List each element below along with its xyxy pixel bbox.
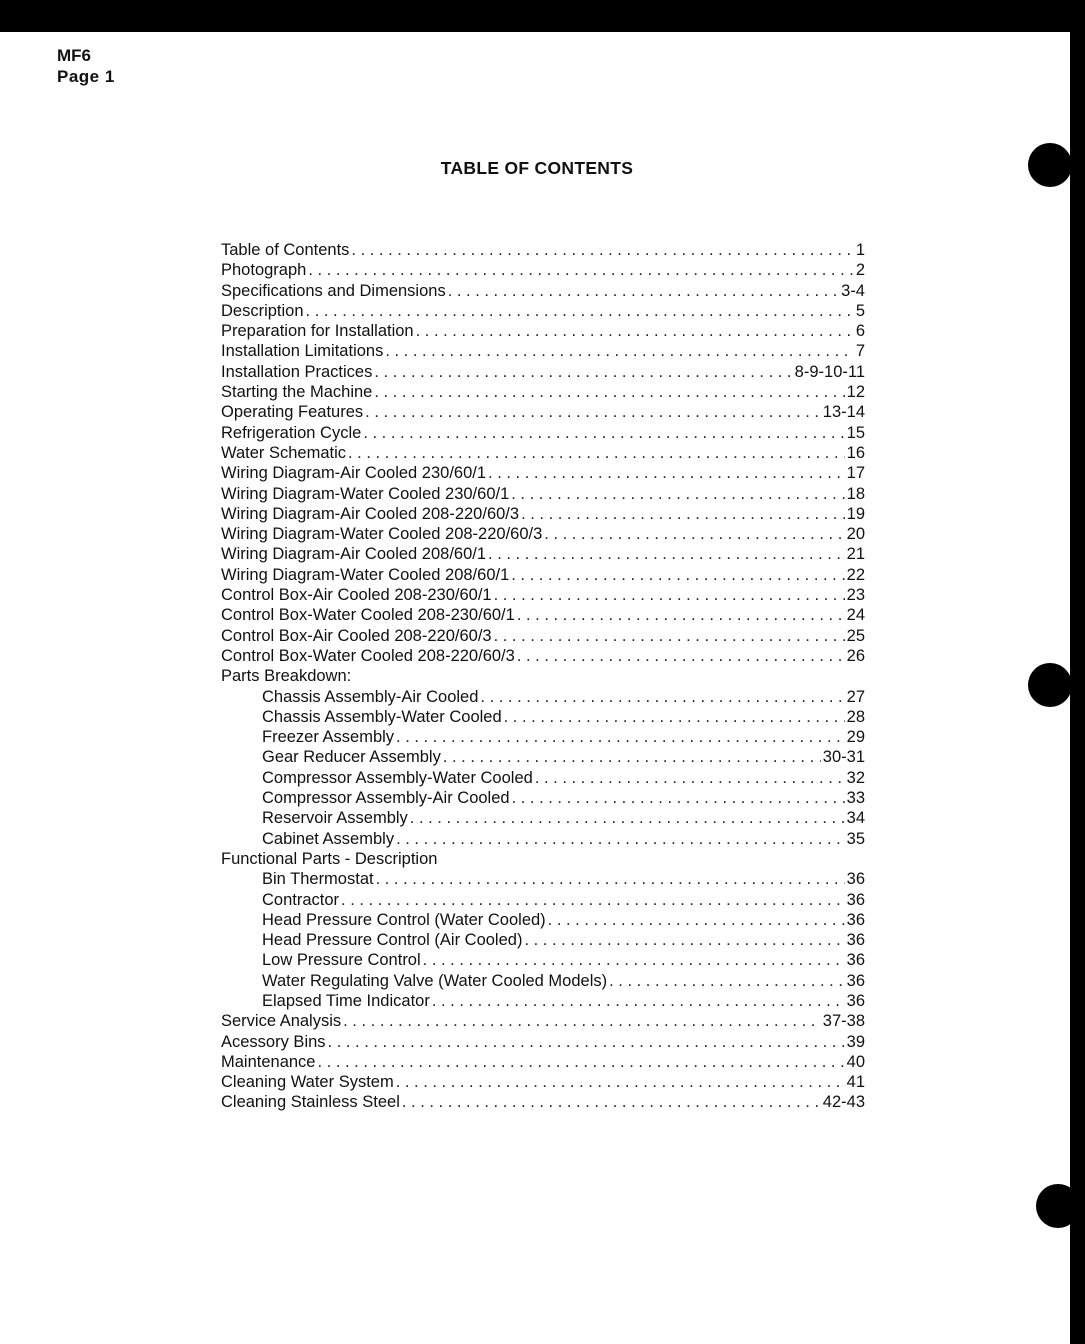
toc-entry-page: 7	[855, 342, 865, 361]
toc-entry-page: 5	[855, 301, 865, 320]
toc-dot-leader	[480, 687, 844, 707]
toc-entry-label: Control Box-Air Cooled 208-220/60/3	[221, 626, 492, 645]
toc-entry-label: Wiring Diagram-Air Cooled 230/60/1	[221, 464, 487, 483]
toc-entry	[221, 626, 865, 646]
toc-entry-page: 30-31	[822, 748, 865, 767]
toc-entry	[221, 281, 865, 301]
toc-entry-page: 36	[846, 870, 865, 889]
toc-entry	[221, 423, 865, 443]
toc-entry-page: 17	[846, 464, 865, 483]
toc-entry-label: Wiring Diagram-Air Cooled 208/60/1	[221, 545, 487, 564]
toc-entry	[221, 463, 865, 483]
toc-entry	[221, 382, 865, 402]
toc-entry-label: Photograph	[221, 261, 307, 280]
toc-entry-page: 16	[846, 443, 865, 462]
toc-entry-page: 22	[846, 565, 865, 584]
toc-entry-label: Description	[221, 301, 304, 320]
toc-dot-leader	[512, 788, 845, 808]
toc-entry-label: Table of Contents	[221, 241, 350, 259]
toc-entry-label: Refrigeration Cycle	[221, 423, 362, 442]
toc-dot-leader	[351, 240, 853, 260]
toc-entry	[221, 1092, 865, 1112]
toc-entry-label: Water Regulating Valve (Water Cooled Models)	[262, 971, 608, 990]
table-of-contents	[221, 240, 865, 1113]
toc-dot-leader	[535, 768, 845, 788]
page-number-label: Page 1	[57, 67, 115, 86]
toc-entry-page: 26	[846, 646, 865, 665]
toc-entry-label: Head Pressure Control (Water Cooled)	[262, 910, 546, 929]
toc-entry	[221, 829, 865, 849]
toc-entry-label: Specifications and Dimensions	[221, 281, 446, 300]
toc-entry	[221, 402, 865, 422]
toc-entry-page: 1	[855, 241, 865, 259]
toc-dot-leader	[443, 747, 821, 767]
toc-entry-page: 13-14	[822, 403, 865, 422]
toc-dot-leader	[548, 910, 845, 930]
toc-entry-page: 33	[846, 789, 865, 808]
toc-dot-leader	[306, 301, 854, 321]
toc-entry	[221, 1032, 865, 1052]
toc-entry-label: Chassis Assembly-Air Cooled	[262, 687, 479, 706]
toc-entry	[221, 341, 865, 361]
toc-entry-label: Wiring Diagram-Water Cooled 230/60/1	[221, 484, 510, 503]
toc-entry	[221, 260, 865, 280]
toc-entry	[221, 1052, 865, 1072]
toc-entry-page: 27	[846, 687, 865, 706]
toc-dot-leader	[308, 260, 853, 280]
toc-entry-label: Preparation for Installation	[221, 322, 414, 341]
toc-dot-leader	[402, 1092, 821, 1112]
toc-dot-leader	[317, 1052, 844, 1072]
toc-entry-label: Contractor	[262, 890, 340, 909]
toc-entry	[221, 910, 865, 930]
toc-entry-label: Functional Parts - Description	[221, 849, 438, 868]
toc-entry-page: 8-9-10-11	[794, 362, 865, 381]
toc-entry	[221, 504, 865, 524]
toc-entry-label: Compressor Assembly-Air Cooled	[262, 789, 510, 808]
toc-entry-label: Operating Features	[221, 403, 364, 422]
toc-dot-leader	[511, 484, 844, 504]
toc-entry	[221, 747, 865, 767]
toc-dot-leader	[363, 423, 844, 443]
toc-entry-label: Wiring Diagram-Air Cooled 208-220/60/3	[221, 504, 520, 523]
toc-dot-leader	[374, 362, 792, 382]
toc-entry	[221, 788, 865, 808]
toc-entry-page: 3-4	[841, 281, 865, 300]
toc-entry	[221, 687, 865, 707]
toc-entry-page: 39	[846, 1032, 865, 1051]
toc-entry-label: Cleaning Stainless Steel	[221, 1093, 400, 1112]
toc-entry	[221, 240, 865, 260]
toc-entry-page: 34	[846, 809, 865, 828]
toc-entry	[221, 585, 865, 605]
toc-entry-page: 2	[855, 261, 865, 280]
toc-dot-leader	[348, 443, 845, 463]
toc-section-heading	[221, 849, 865, 869]
toc-dot-leader	[511, 565, 844, 585]
toc-dot-leader	[521, 504, 845, 524]
toc-entry-page: 40	[846, 1052, 865, 1071]
toc-entry	[221, 890, 865, 910]
toc-entry-page: 42-43	[822, 1093, 865, 1112]
toc-entry	[221, 727, 865, 747]
toc-entry	[221, 484, 865, 504]
toc-entry	[221, 808, 865, 828]
toc-dot-leader	[504, 707, 845, 727]
toc-entry-label: Cabinet Assembly	[262, 829, 395, 848]
toc-entry-label: Starting the Machine	[221, 383, 373, 402]
toc-dot-leader	[385, 341, 853, 361]
toc-dot-leader	[448, 281, 839, 301]
toc-dot-leader	[396, 727, 845, 747]
toc-entry-label: Freezer Assembly	[262, 728, 395, 747]
toc-dot-leader	[494, 626, 845, 646]
toc-entry-label: Compressor Assembly-Water Cooled	[262, 768, 533, 787]
toc-entry-label: Parts Breakdown:	[221, 667, 352, 686]
toc-dot-leader	[343, 1011, 821, 1031]
toc-entry-page: 36	[846, 971, 865, 990]
toc-dot-leader	[544, 524, 844, 544]
toc-entry	[221, 991, 865, 1011]
toc-entry-page: 36	[846, 951, 865, 970]
toc-entry-page: 36	[846, 991, 865, 1010]
toc-entry-page: 20	[846, 525, 865, 544]
toc-entry-label: Low Pressure Control	[262, 951, 421, 970]
toc-entry-page: 12	[846, 383, 865, 402]
toc-entry	[221, 443, 865, 463]
toc-entry-page: 21	[846, 545, 865, 564]
toc-entry-page: 28	[846, 707, 865, 726]
toc-dot-leader	[609, 971, 845, 991]
toc-dot-leader	[374, 382, 844, 402]
toc-entry-page: 41	[846, 1073, 865, 1092]
punch-hole-middle	[1028, 663, 1072, 707]
toc-dot-leader	[423, 950, 845, 970]
toc-entry-page: 23	[846, 586, 865, 605]
toc-entry	[221, 565, 865, 585]
toc-entry	[221, 544, 865, 564]
page-title: TABLE OF CONTENTS	[440, 158, 634, 178]
toc-entry-label: Cleaning Water System	[221, 1073, 394, 1092]
toc-entry-page: 15	[846, 423, 865, 442]
toc-dot-leader	[488, 463, 845, 483]
toc-entry-page: 36	[846, 910, 865, 929]
toc-dot-leader	[410, 808, 845, 828]
toc-entry	[221, 971, 865, 991]
toc-entry	[221, 646, 865, 666]
toc-entry	[221, 605, 865, 625]
toc-entry-page: 24	[846, 606, 865, 625]
toc-entry-label: Elapsed Time Indicator	[262, 991, 430, 1010]
toc-dot-leader	[328, 1032, 845, 1052]
toc-entry	[221, 930, 865, 950]
toc-entry-label: Control Box-Water Cooled 208-230/60/1	[221, 606, 515, 625]
toc-dot-leader	[416, 321, 854, 341]
toc-entry	[221, 869, 865, 889]
toc-entry-label: Installation Practices	[221, 362, 373, 381]
toc-entry	[221, 362, 865, 382]
toc-dot-leader	[376, 869, 845, 889]
toc-entry	[221, 707, 865, 727]
toc-entry-page: 36	[846, 890, 865, 909]
toc-section-heading	[221, 666, 865, 686]
toc-entry-label: Gear Reducer Assembly	[262, 748, 441, 767]
toc-entry-label: Maintenance	[221, 1052, 316, 1071]
toc-entry-label: Chassis Assembly-Water Cooled	[262, 707, 502, 726]
toc-entry	[221, 768, 865, 788]
toc-dot-leader	[517, 605, 845, 625]
toc-dot-leader	[517, 646, 845, 666]
toc-dot-leader	[365, 402, 821, 422]
toc-entry-page: 35	[846, 829, 865, 848]
toc-entry-page: 6	[855, 322, 865, 341]
toc-entry	[221, 1072, 865, 1092]
toc-entry-label: Acessory Bins	[221, 1032, 326, 1051]
toc-entry	[221, 1011, 865, 1031]
document-code: MF6	[57, 46, 91, 65]
toc-entry	[221, 321, 865, 341]
toc-entry-label: Control Box-Air Cooled 208-230/60/1	[221, 586, 492, 605]
toc-entry-label: Service Analysis	[221, 1012, 342, 1031]
toc-entry-page: 19	[846, 504, 865, 523]
toc-entry-page: 36	[846, 931, 865, 950]
toc-entry-label: Control Box-Water Cooled 208-220/60/3	[221, 646, 515, 665]
toc-entry-page: 37-38	[822, 1012, 865, 1031]
toc-dot-leader	[524, 930, 844, 950]
toc-dot-leader	[432, 991, 845, 1011]
toc-entry-label: Bin Thermostat	[262, 870, 374, 889]
toc-entry-label: Installation Limitations	[221, 342, 384, 361]
toc-entry-label: Reservoir Assembly	[262, 809, 408, 828]
toc-dot-leader	[396, 1072, 845, 1092]
toc-entry	[221, 950, 865, 970]
toc-entry	[221, 524, 865, 544]
toc-entry	[221, 301, 865, 321]
punch-hole-bottom	[1036, 1184, 1080, 1228]
toc-entry-label: Head Pressure Control (Air Cooled)	[262, 931, 523, 950]
toc-entry-label: Water Schematic	[221, 443, 347, 462]
toc-entry-label: Wiring Diagram-Water Cooled 208/60/1	[221, 565, 510, 584]
toc-entry-page: 29	[846, 728, 865, 747]
toc-entry-page: 25	[846, 626, 865, 645]
toc-entry-page: 18	[846, 484, 865, 503]
toc-dot-leader	[494, 585, 845, 605]
toc-dot-leader	[341, 890, 845, 910]
toc-dot-leader	[396, 829, 845, 849]
toc-entry-page: 32	[846, 768, 865, 787]
toc-dot-leader	[488, 544, 845, 564]
toc-entry-label: Wiring Diagram-Water Cooled 208-220/60/3	[221, 525, 543, 544]
